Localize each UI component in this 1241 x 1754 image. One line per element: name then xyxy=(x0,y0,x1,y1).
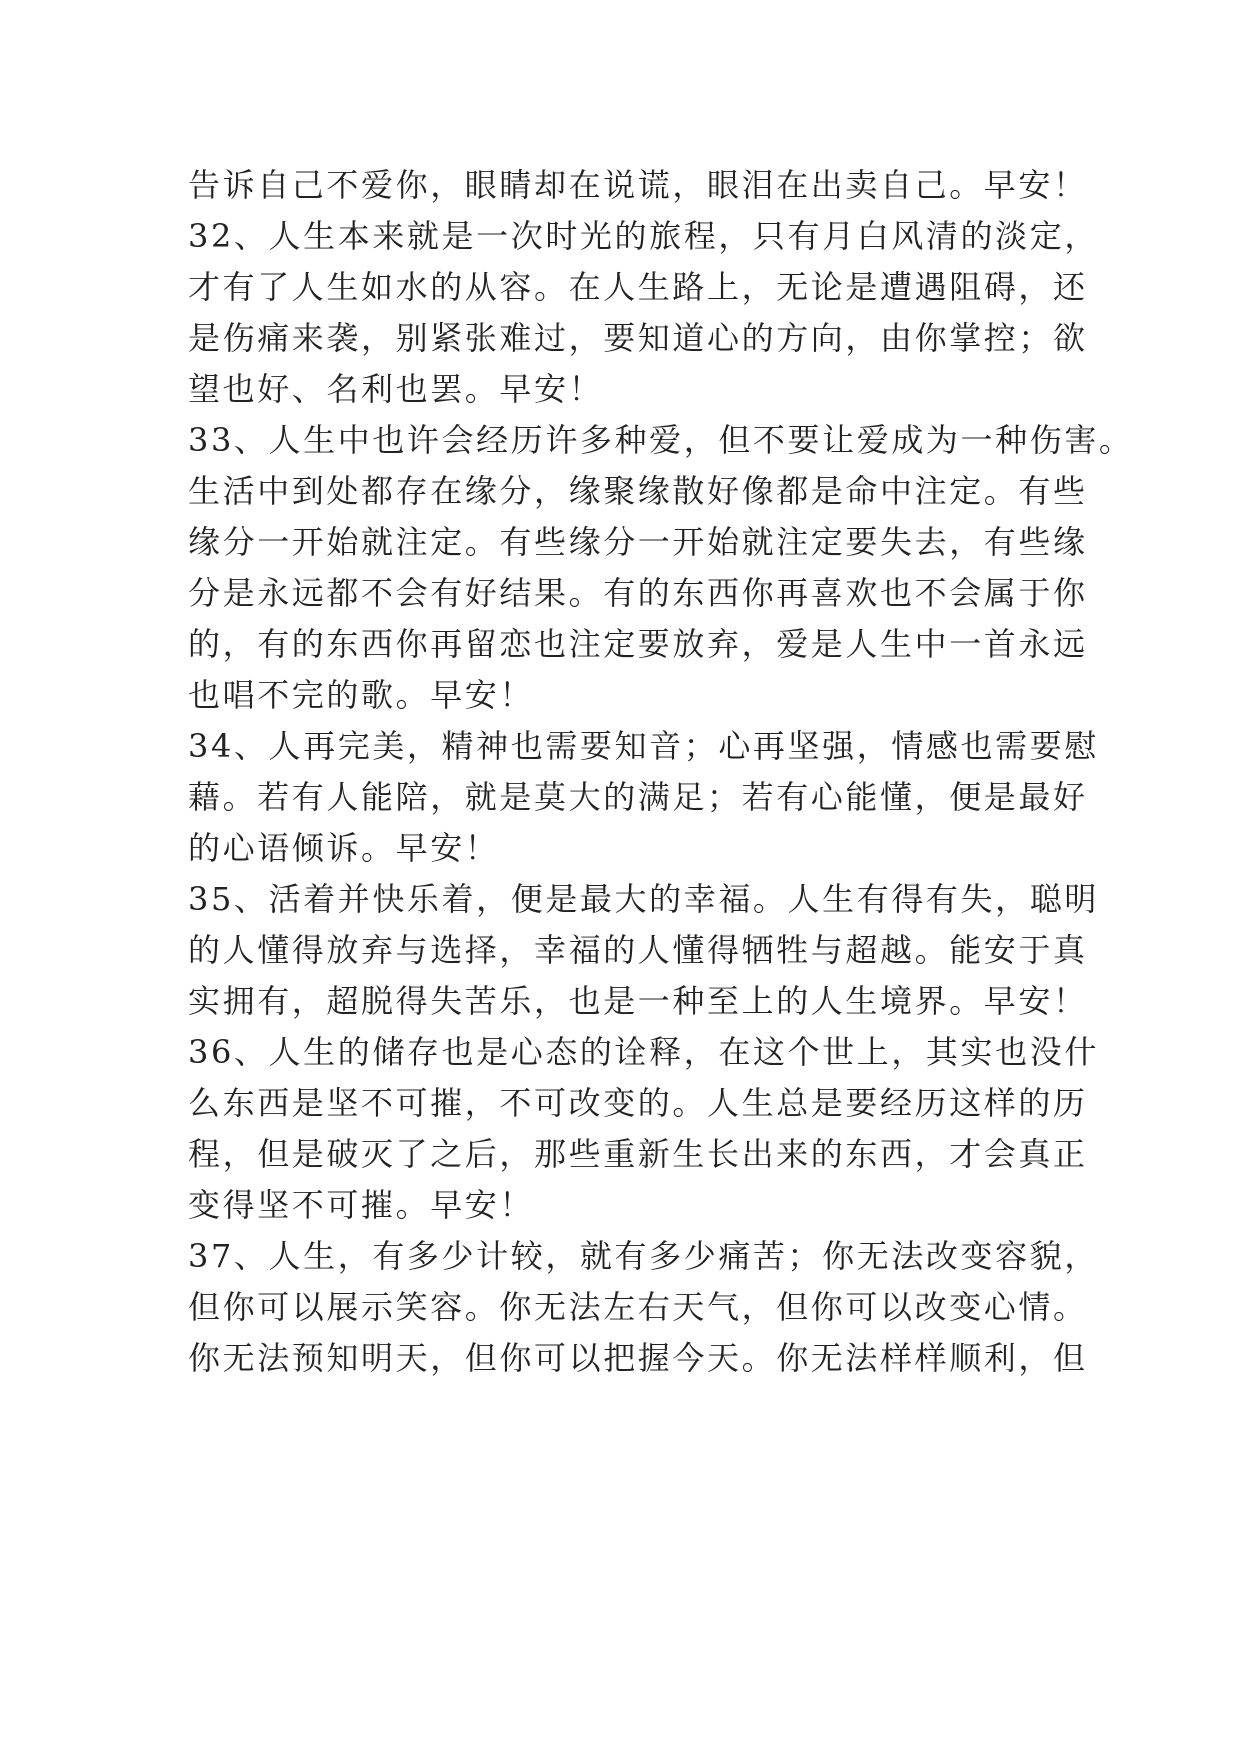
text-line: 32、人生本来就是一次时光的旅程，只有月白风清的淡定， xyxy=(188,217,1099,255)
text-line: 35、活着并快乐着，便是最大的幸福。人生有得有失，聪明 xyxy=(188,880,1099,918)
text-line: 缘分一开始就注定。有些缘分一开始就注定要失去，有些缘 xyxy=(188,523,1088,561)
text-line: 34、人再完美，精神也需要知音；心再坚强，情感也需要慰 xyxy=(188,727,1099,765)
text-line: 实拥有，超脱得失苦乐，也是一种至上的人生境界。早安！ xyxy=(188,982,1088,1020)
text-line: 分是永远都不会有好结果。有的东西你再喜欢也不会属于你 xyxy=(188,574,1088,612)
document-body-text xyxy=(188,160,1134,1384)
text-line: 37、人生，有多少计较，就有多少痛苦；你无法改变容貌， xyxy=(188,1237,1099,1275)
text-line: 告诉自己不爱你，眼睛却在说谎，眼泪在出卖自己。早安！ xyxy=(188,166,1088,204)
text-line: 的心语倾诉。早安！ xyxy=(188,829,500,867)
text-line: 是伤痛来袭，别紧张难过，要知道心的方向，由你掌控；欲 xyxy=(188,319,1088,357)
text-line: 36、人生的储存也是心态的诠释，在这个世上，其实也没什 xyxy=(188,1033,1099,1071)
text-line: 33、人生中也许会经历许多种爱，但不要让爱成为一种伤害。 xyxy=(188,421,1134,459)
text-line: 但你可以展示笑容。你无法左右天气，但你可以改变心情。 xyxy=(188,1288,1088,1326)
text-line: 生活中到处都存在缘分，缘聚缘散好像都是命中注定。有些 xyxy=(188,472,1088,510)
text-line: 你无法预知明天，但你可以把握今天。你无法样样顺利，但 xyxy=(188,1339,1088,1377)
text-line: 才有了人生如水的从容。在人生路上，无论是遭遇阻碍，还 xyxy=(188,268,1088,306)
text-line: 的，有的东西你再留恋也注定要放弃，爱是人生中一首永远 xyxy=(188,625,1088,663)
text-line: 藉。若有人能陪，就是莫大的满足；若有心能懂，便是最好 xyxy=(188,778,1088,816)
text-line: 么东西是坚不可摧，不可改变的。人生总是要经历这样的历 xyxy=(188,1084,1088,1122)
text-line: 望也好、名利也罢。早安！ xyxy=(188,370,604,408)
text-line: 也唱不完的歌。早安！ xyxy=(188,676,535,714)
text-line: 变得坚不可摧。早安！ xyxy=(188,1186,535,1224)
text-line: 程，但是破灭了之后，那些重新生长出来的东西，才会真正 xyxy=(188,1135,1088,1173)
text-line: 的人懂得放弃与选择，幸福的人懂得牺牲与超越。能安于真 xyxy=(188,931,1088,969)
